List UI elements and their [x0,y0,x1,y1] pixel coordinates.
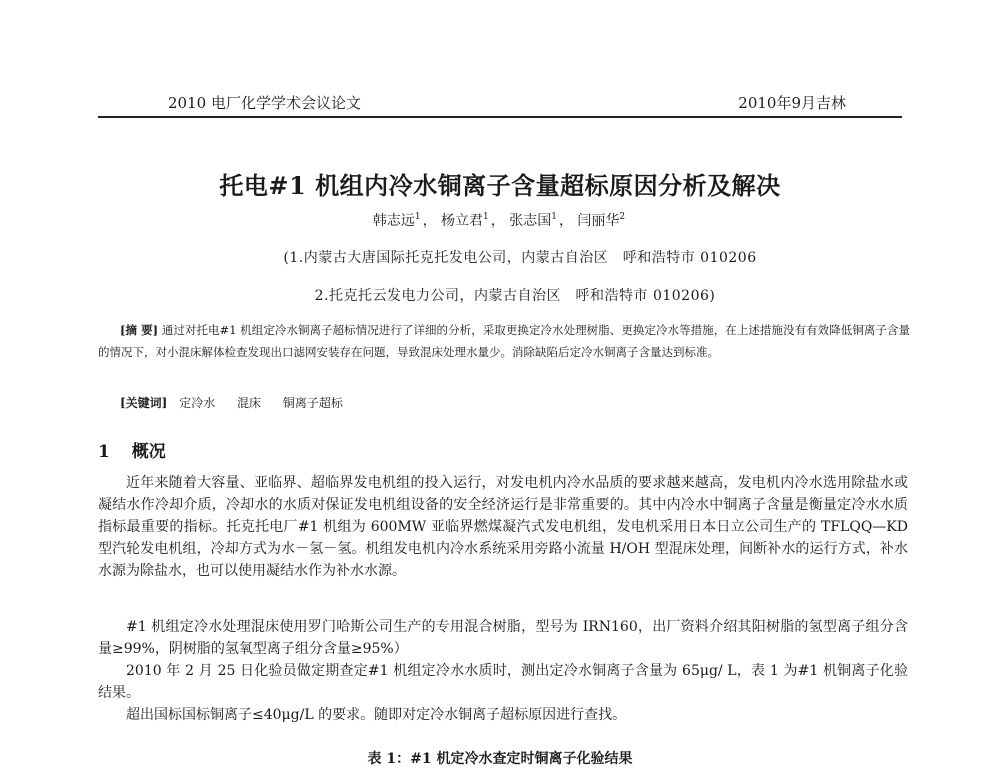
author-name: 杨立君 [441,213,484,229]
header-date-location: 2010年9月吉林 [738,94,846,112]
author-name: 闫丽华 [577,213,620,229]
affiliation-1: (1.内蒙古大唐国际托克托发电公司，内蒙古自治区 呼和浩特市 010206 [283,250,757,266]
paragraph-text: 超出国标国标铜离子≤40μg/L 的要求。随即对定冷水铜离子超标原因进行查找。 [126,707,627,723]
affiliation-2: 2.托克托云发电力公司，内蒙古自治区 呼和浩特市 010206) [314,288,716,304]
paragraph-text: #1 机组定冷水处理混床使用罗门哈斯公司生产的专用混合树脂，型号为 IRN160，出厂资料介绍其阳树脂的氢型离子组分含量≥99%，阴树脂的氢氧型离子组分含量≥95%） [98,619,908,657]
paragraph-text: 近年来随着大容量、亚临界、超临界发电机组的投入运行，对发电机内冷水品质的要求越来越高，发电机内冷水选用除盐水或凝结水作冷却介质，冷却水的水质对保证发电机组设备的安全经济运行是非常重要的。其中内冷水中铜离子含量是衡量定冷水水质指标最重要的指标。托克托电厂#1 机组为 600MW 亚临界燃煤凝汽式发电机组，发电机采用日本日立公司生产的 TFLQQ—KD 型汽轮发电机组，冷却方式为水－氢－氢。机组发电机内冷水系统采用旁路小流量 H/OH 型混床处理，间断补水的运行方式，补水水源为除盐水，也可以使用凝结水作为补水水源。 [98,475,908,579]
section-title: 概况 [131,442,166,462]
author-name: 韩志远 [372,213,415,229]
body-paragraph [98,472,908,582]
abstract [98,319,910,363]
keyword: 铜离子超标 [282,396,343,410]
keywords-label: [关键词] [120,396,168,410]
author-affil-mark: 1 [551,212,557,223]
section-heading [98,437,166,462]
body-paragraph [98,616,908,660]
author-list: 韩志远$^1$ ， 杨立君$^1$ ， 张志国$^1$ ， 闫丽华$^2$ [372,212,626,229]
section-number: 1 [98,442,110,462]
abstract-text: 通过对托电#1 机组定冷水铜离子超标情况进行了详细的分析，采取更换定冷水处理树脂、更换定冷水等措施，在上述措施没有有效降低铜离子含量的情况下，对小混床解体检查发现出口滤网安装存在问题，导致混床处理水量少。消除缺陷后定冷水铜离子含量达到标准。 [98,323,911,359]
author-name: 张志国 [509,213,552,229]
paper-title: 托电#1 机组内冷水铜离子含量超标原因分析及解决 [219,171,781,200]
body-paragraph [98,660,908,704]
keyword: 定冷水 [179,396,216,410]
table-caption: 表 1：#1 机定冷水查定时铜离子化验结果 [367,751,633,767]
author-affil-mark: 1 [483,212,489,223]
running-header [98,92,902,118]
keyword: 混床 [237,396,262,410]
header-conference: 2010 电厂化学学术会议论文 [168,94,361,112]
abstract-label: [摘 要] [120,323,159,337]
body-paragraph [98,704,908,726]
paragraph-text: 2010 年 2 月 25 日化验员做定期查定#1 机组定冷水水质时，测出定冷水铜离子含量为 65μg/ L，表 1 为#1 机铜离子化验结果。 [98,663,908,701]
author-affil-mark: 1 [414,212,421,223]
keywords [120,394,361,411]
author-affil-mark: 2 [619,212,626,223]
